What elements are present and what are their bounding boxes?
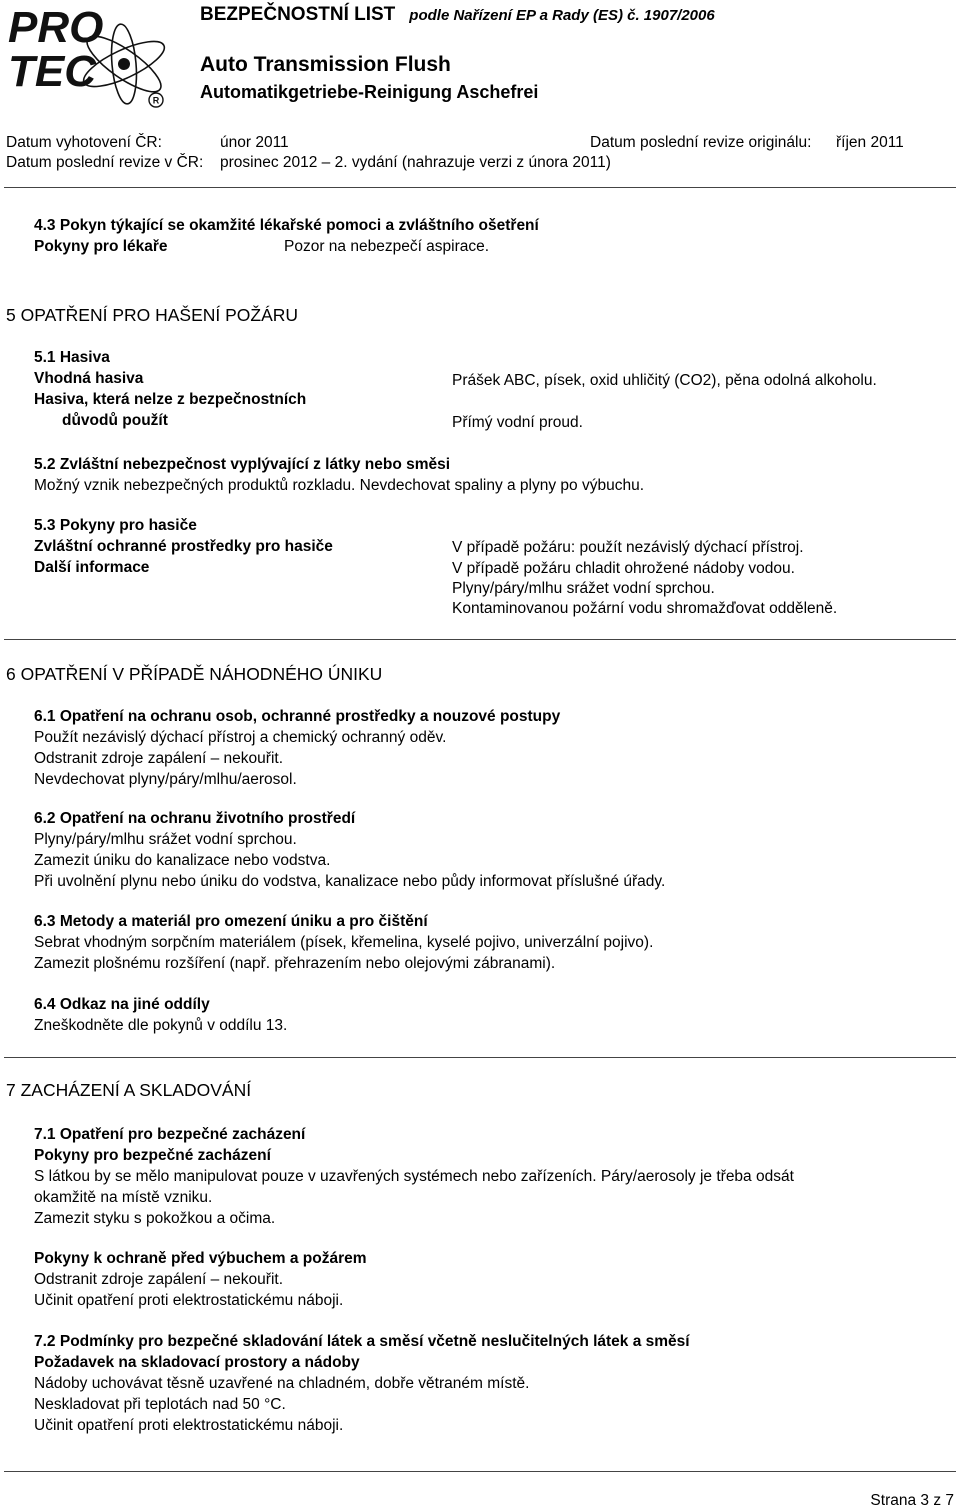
further-info-line: V případě požáru chladit ohrožené nádoby vodou. bbox=[452, 560, 795, 577]
further-info-line: Kontaminovanou požární vodu shromažďovat odděleně. bbox=[452, 600, 838, 617]
s4-3-label: Pokyny pro lékaře bbox=[34, 238, 168, 255]
suitable-media-value: Prášek ABC, písek, oxid uhličitý (CO2), pěna odolná alkoholu. bbox=[452, 372, 877, 389]
section-divider bbox=[4, 1057, 956, 1058]
text-line: Sebrat vhodným sorpčním materiálem (písek, křemelina, kyselé pojivo, univerzální pojivo). bbox=[34, 934, 654, 951]
s6-2-heading: 6.2 Opatření na ochranu životního prostředí bbox=[34, 810, 356, 827]
protective-equipment-value: V případě požáru: použít nezávislý dýchací přístroj. bbox=[452, 539, 804, 556]
s7-2-heading: 7.2 Podmínky pro bezpečné skladování látek a směsí včetně neslučitelných látek a směsí bbox=[34, 1333, 690, 1350]
text-line: Neskladovat při teplotách nad 50 °C. bbox=[34, 1396, 286, 1413]
footer-divider bbox=[4, 1471, 956, 1472]
text-line: Nevdechovat plyny/páry/mlhu/aerosol. bbox=[34, 771, 297, 788]
s7-1-explosion-block bbox=[34, 1248, 367, 1311]
text-line: Zneškodněte dle pokynů v oddílu 13. bbox=[34, 1017, 288, 1034]
text-line: Odstranit zdroje zapálení – nekouřit. bbox=[34, 1271, 283, 1288]
text-line: Učinit opatření proti elektrostatickému náboji. bbox=[34, 1417, 344, 1434]
s5-3-heading: 5.3 Pokyny pro hasiče bbox=[34, 517, 197, 534]
text-line: Použít nezávislý dýchací přístroj a chemický ochranný oděv. bbox=[34, 729, 447, 746]
svg-text:TEC: TEC bbox=[8, 47, 96, 96]
doc-title: BEZPEČNOSTNÍ LIST bbox=[200, 4, 396, 25]
s7-1-subheading-2: Pokyny k ochraně před výbuchem a požárem bbox=[34, 1250, 367, 1267]
s7-2-block bbox=[34, 1331, 690, 1436]
s5-2-heading: 5.2 Zvláštní nebezpečnost vyplývající z látky nebo směsi bbox=[34, 456, 451, 473]
text-line: S látkou by se mělo manipulovat pouze v uzavřených systémech nebo zařízeních. Páry/aerosoly je třeba odsát bbox=[34, 1168, 794, 1185]
s7-2-subheading: Požadavek na skladovací prostory a nádoby bbox=[34, 1354, 360, 1371]
cz-revision-value: prosinec 2012 – 2. vydání (nahrazuje verzi z února 2011) bbox=[220, 154, 611, 171]
s6-2-block bbox=[34, 808, 665, 892]
s7-1-subheading: Pokyny pro bezpečné zacházení bbox=[34, 1147, 271, 1164]
product-name-de: Automatikgetriebe-Reinigung Aschefrei bbox=[200, 82, 539, 102]
section-7-heading: 7 ZACHÁZENÍ A SKLADOVÁNÍ bbox=[6, 1080, 252, 1100]
unsuitable-media-value: Přímý vodní proud. bbox=[452, 414, 583, 431]
s6-1-heading: 6.1 Opatření na ochranu osob, ochranné prostředky a nouzové postupy bbox=[34, 708, 561, 725]
text-line: okamžitě na místě vzniku. bbox=[34, 1189, 213, 1206]
unsuitable-media-label-2: důvodů použít bbox=[62, 412, 168, 429]
document-title bbox=[200, 4, 715, 26]
section-5-heading: 5 OPATŘENÍ PRO HAŠENÍ POŽÁRU bbox=[6, 305, 299, 325]
s4-3-heading: 4.3 Pokyn týkající se okamžité lékařské pomoci a zvláštního ošetření bbox=[34, 217, 539, 234]
further-info-line: Plyny/páry/mlhu srážet vodní sprchou. bbox=[452, 580, 715, 597]
s7-1-block bbox=[34, 1124, 794, 1229]
product-name: Auto Transmission Flush bbox=[200, 53, 451, 76]
s6-4-heading: 6.4 Odkaz na jiné oddíly bbox=[34, 996, 210, 1013]
s6-3-block bbox=[34, 911, 653, 974]
created-value: únor 2011 bbox=[220, 134, 289, 151]
section-divider bbox=[4, 639, 956, 640]
svg-text:PRO: PRO bbox=[8, 3, 104, 52]
cz-revision-label: Datum poslední revize v ČR: bbox=[6, 154, 204, 171]
section-6-heading: 6 OPATŘENÍ V PŘÍPADĚ NÁHODNÉHO ÚNIKU bbox=[6, 664, 383, 684]
page-number: Strana 3 z 7 bbox=[870, 1492, 954, 1509]
s6-3-heading: 6.3 Metody a materiál pro omezení úniku a pro čištění bbox=[34, 913, 428, 930]
pro-tec-logo bbox=[6, 2, 178, 110]
s4-3-value: Pozor na nebezpečí aspirace. bbox=[284, 238, 490, 255]
text-line: Nádoby uchovávat těsně uzavřené na chladném, dobře větraném místě. bbox=[34, 1375, 530, 1392]
s5-1-heading: 5.1 Hasiva bbox=[34, 349, 110, 366]
regulation-ref: podle Nařízení EP a Rady (ES) č. 1907/2006 bbox=[409, 7, 715, 24]
text-line: Zamezit úniku do kanalizace nebo vodstva. bbox=[34, 852, 331, 869]
text-line: Při uvolnění plynu nebo úniku do vodstva, kanalizace nebo půdy informovat příslušné úřady. bbox=[34, 873, 666, 890]
s6-4-block bbox=[34, 994, 287, 1036]
suitable-media-label: Vhodná hasiva bbox=[34, 370, 144, 387]
unsuitable-media-label-1: Hasiva, která nelze z bezpečnostních bbox=[34, 391, 307, 408]
text-line: Zamezit plošnému rozšíření (např. přehrazením nebo olejovými zábranami). bbox=[34, 955, 556, 972]
orig-revision-label: Datum poslední revize originálu: bbox=[590, 134, 812, 151]
created-label: Datum vyhotovení ČR: bbox=[6, 134, 162, 151]
text-line: Učinit opatření proti elektrostatickému náboji. bbox=[34, 1292, 344, 1309]
text-line: Zamezit styku s pokožkou a očima. bbox=[34, 1210, 276, 1227]
s6-1-block bbox=[34, 706, 560, 790]
s7-1-heading: 7.1 Opatření pro bezpečné zacházení bbox=[34, 1126, 306, 1143]
s5-2-text: Možný vznik nebezpečných produktů rozkladu. Nevdechovat spaliny a plyny po výbuchu. bbox=[34, 477, 645, 494]
orig-revision-value: říjen 2011 bbox=[836, 134, 904, 151]
protective-equipment-label: Zvláštní ochranné prostředky pro hasiče bbox=[34, 538, 333, 555]
svg-text:R: R bbox=[152, 95, 160, 106]
further-info-label: Další informace bbox=[34, 559, 150, 576]
text-line: Plyny/páry/mlhu srážet vodní sprchou. bbox=[34, 831, 297, 848]
header-divider bbox=[4, 187, 956, 188]
text-line: Odstranit zdroje zapálení – nekouřit. bbox=[34, 750, 283, 767]
